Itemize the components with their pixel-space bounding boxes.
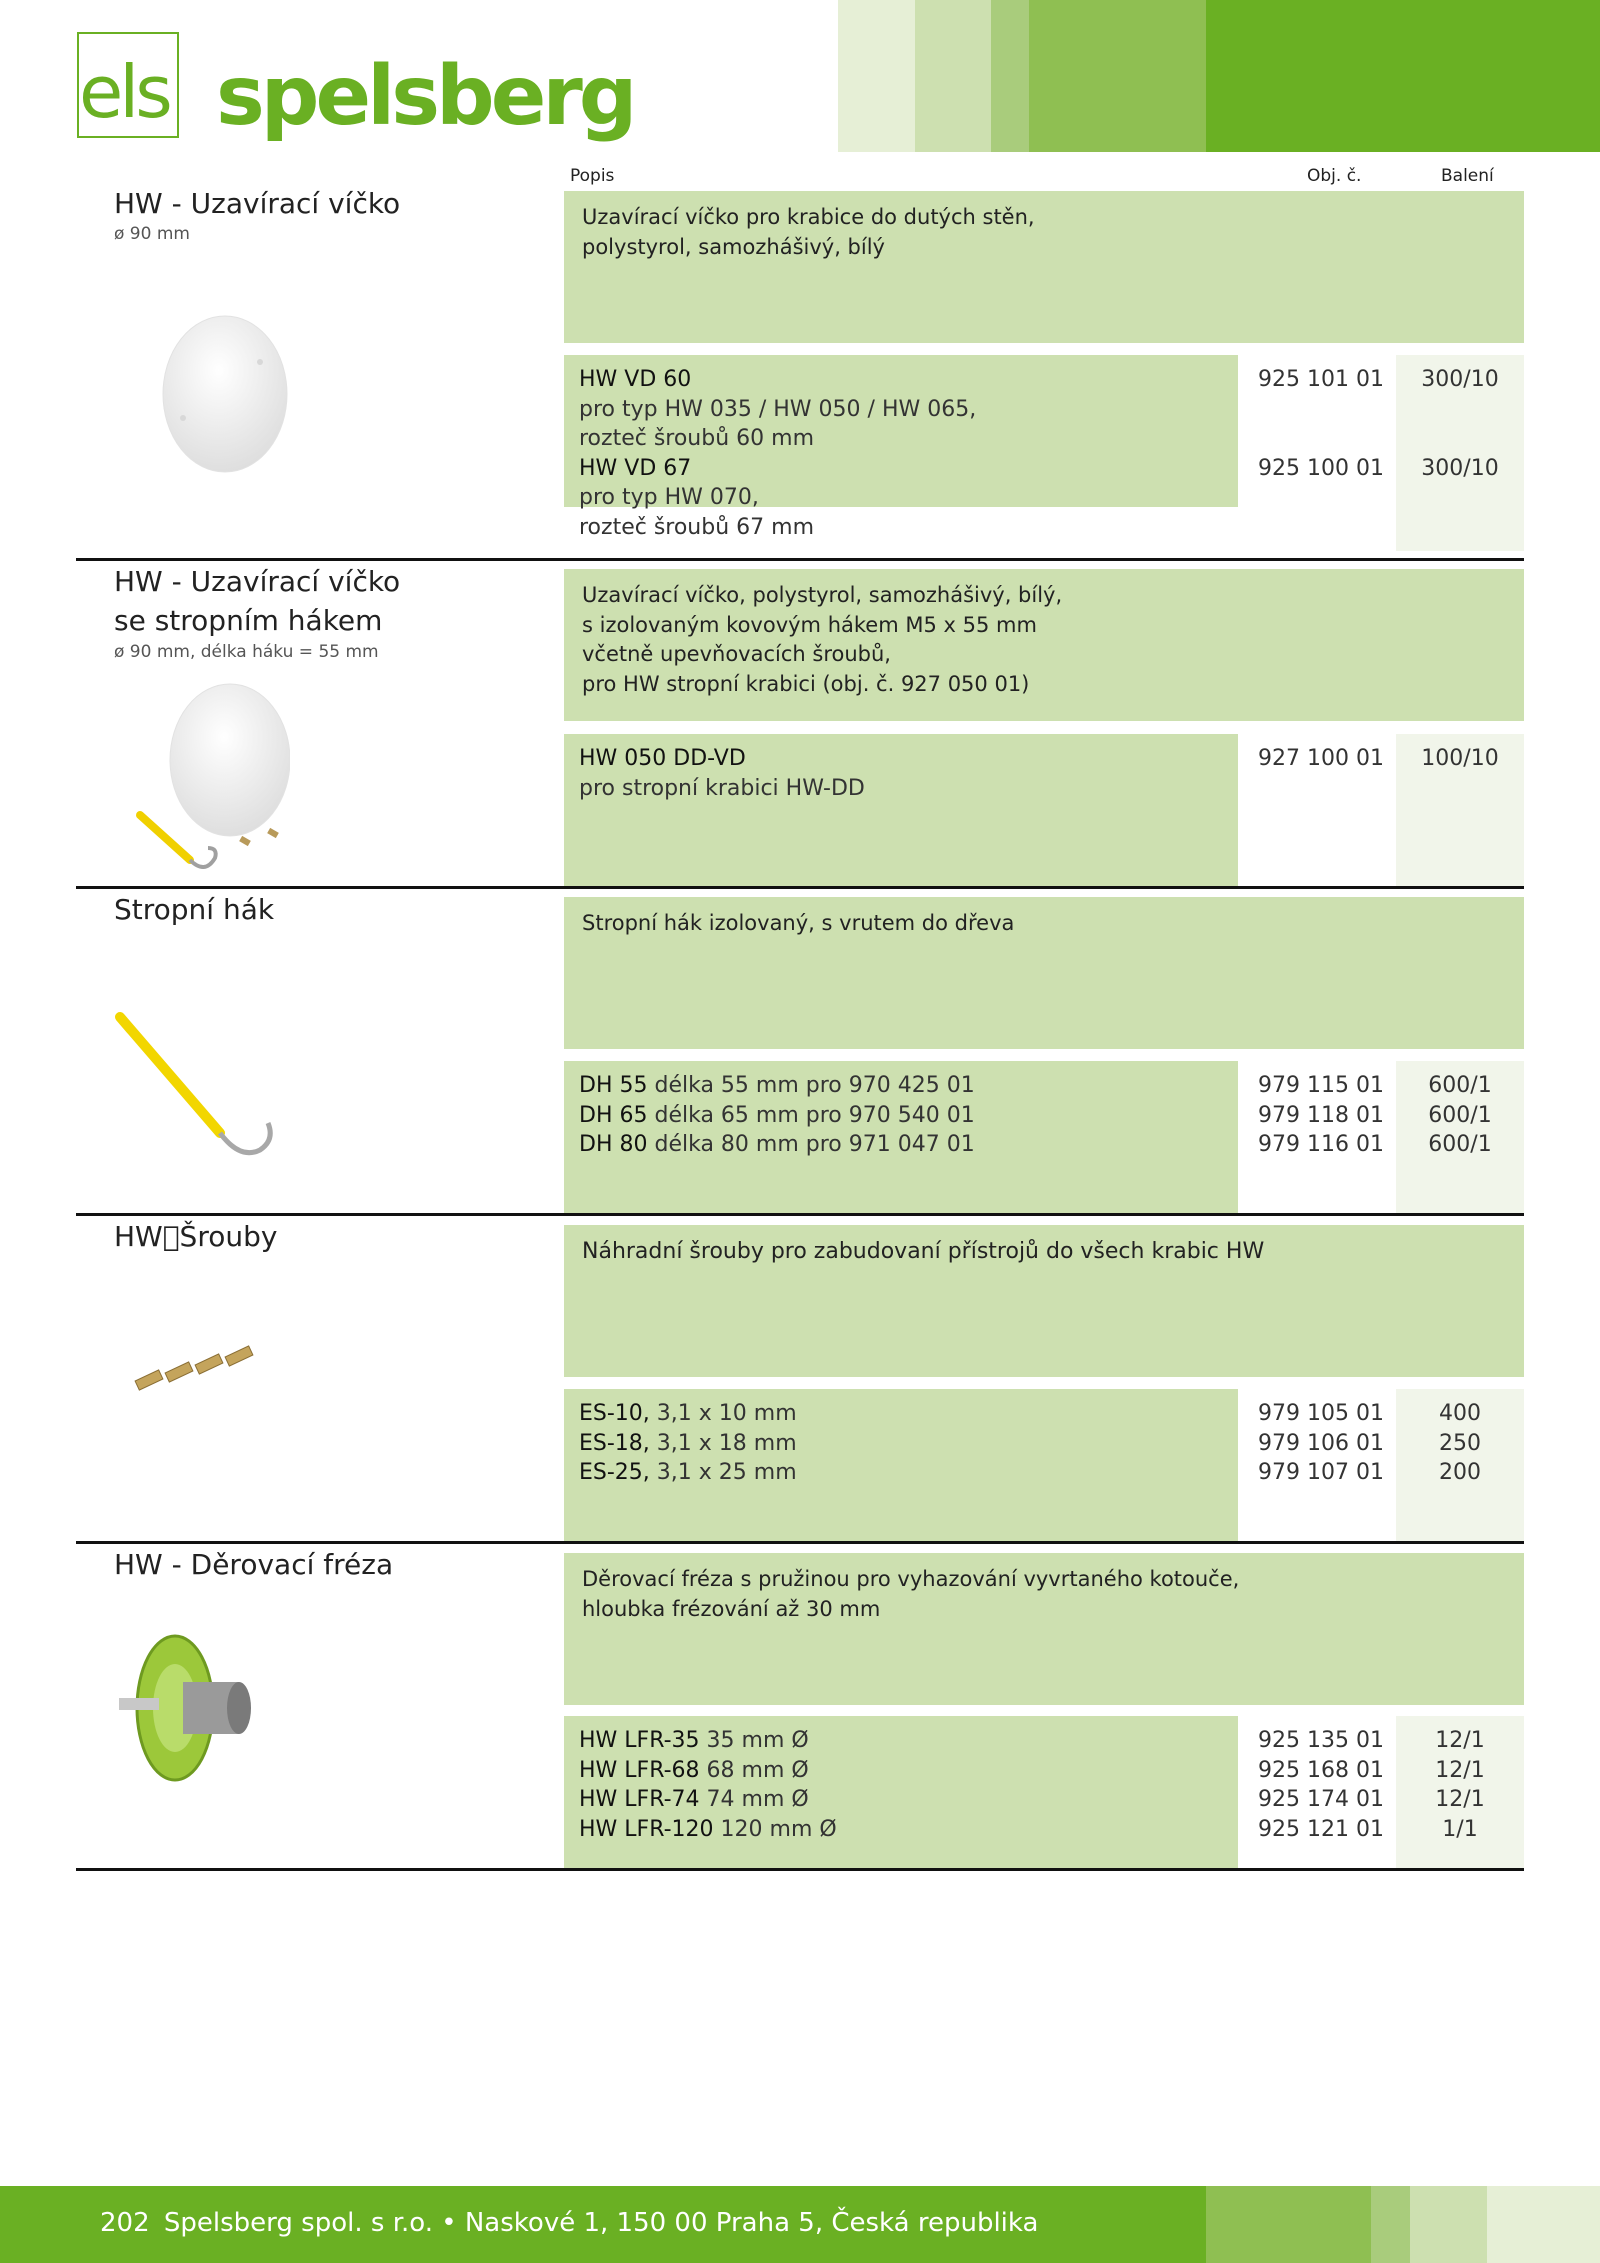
item-line — [579, 1726, 1223, 1756]
item-code: ES-25, — [579, 1460, 650, 1485]
packaging-values — [1396, 1389, 1524, 1488]
hole-saw-image — [115, 1630, 275, 1790]
packaging-value: 600/1 — [1428, 1102, 1492, 1128]
item-code: HW LFR-68 — [579, 1757, 700, 1783]
item-line: rozteč šroubů 60 mm — [579, 426, 814, 451]
item-line — [579, 1071, 1223, 1101]
item-text: délka 65 mm pro 970 540 01 — [647, 1102, 975, 1128]
item-code: HW LFR-74 — [579, 1787, 700, 1812]
packaging-value: 600/1 — [1428, 1073, 1492, 1098]
section-divider — [76, 1213, 1524, 1216]
item-text: 3,1 x 25 mm — [649, 1460, 797, 1485]
order-number: 925 101 01 — [1258, 367, 1384, 392]
order-number: 979 105 01 — [1258, 1401, 1384, 1426]
company-address: Spelsberg spol. s r.o. • Naskové 1, 150 00 Praha 5, Česká republika — [163, 2208, 1039, 2238]
column-header-order-no: Obj. č. — [1307, 166, 1362, 186]
footer-stripe-5 — [1487, 2186, 1600, 2263]
order-number: 925 121 01 — [1258, 1816, 1384, 1842]
items-box — [564, 1716, 1238, 1868]
item-text: délka 80 mm pro 971 047 01 — [647, 1132, 975, 1157]
description-line: Náhradní šrouby pro zabudovaní přístrojů do všech krabic HW — [582, 1239, 1265, 1264]
section-divider — [76, 886, 1524, 889]
order-number: 979 115 01 — [1258, 1073, 1384, 1098]
packaging-value: 12/1 — [1435, 1757, 1485, 1783]
section-divider — [76, 1541, 1524, 1544]
description-line: pro HW stropní krabici (obj. č. 927 050 01) — [582, 671, 1030, 696]
item-code: DH 55 — [579, 1073, 648, 1098]
ceiling-hook-image — [110, 1005, 280, 1170]
items-box — [564, 1389, 1238, 1541]
header-stripe-4 — [1029, 0, 1206, 152]
order-number: 979 118 01 — [1258, 1102, 1384, 1128]
column-header-description: Popis — [570, 166, 615, 186]
packaging-value: 1/1 — [1442, 1816, 1478, 1842]
description-line: Uzavírací víčko, polystyrol, samozhášivý, bílý, — [582, 583, 1063, 607]
item-code: HW VD 67 — [579, 455, 692, 481]
item-line — [579, 454, 1223, 484]
order-number: 927 100 01 — [1258, 746, 1384, 771]
header-stripe-5 — [1206, 0, 1600, 152]
item-line — [579, 1785, 1223, 1815]
column-header-packaging: Balení — [1441, 166, 1494, 186]
description-line: včetně upevňovacích šroubů, — [582, 642, 891, 666]
item-text: délka 55 mm pro 970 425 01 — [647, 1073, 975, 1098]
header-stripe-2 — [915, 0, 991, 152]
section-divider — [76, 1868, 1524, 1871]
packaging-value: 250 — [1439, 1430, 1481, 1456]
item-code: HW VD 60 — [579, 367, 692, 392]
screws-image — [128, 1345, 268, 1415]
item-line: pro typ HW 035 / HW 050 / HW 065, — [579, 396, 977, 422]
footer-stripe-3 — [1371, 2186, 1410, 2263]
packaging-value: 400 — [1439, 1401, 1481, 1426]
packaging-value: 100/10 — [1421, 746, 1499, 771]
section-divider — [76, 558, 1524, 561]
item-code: HW LFR-120 — [579, 1816, 714, 1842]
section-title: HW - Uzavírací víčko — [114, 565, 401, 598]
section-title-line2: se stropním hákem — [114, 604, 383, 637]
packaging-value: 600/1 — [1428, 1132, 1492, 1157]
section-title: HW - Děrovací fréza — [114, 1548, 394, 1581]
packaging-values — [1396, 734, 1524, 774]
description-box — [564, 569, 1524, 721]
item-line — [579, 1101, 1223, 1131]
item-line — [579, 365, 1223, 395]
order-number: 925 168 01 — [1258, 1757, 1384, 1783]
item-line — [579, 744, 1223, 774]
item-code: DH 80 — [579, 1132, 648, 1157]
order-number: 979 107 01 — [1258, 1460, 1384, 1485]
item-line — [579, 1815, 1223, 1845]
item-text: 74 mm Ø — [699, 1787, 809, 1812]
item-line — [579, 1458, 1223, 1488]
section-subtitle: ø 90 mm — [114, 224, 190, 244]
item-code: HW 050 DD-VD — [579, 746, 746, 771]
packaging-value: 12/1 — [1435, 1787, 1485, 1812]
description-line: Uzavírací víčko pro krabice do dutých stěn, — [582, 205, 1035, 229]
items-box — [564, 734, 1238, 886]
packaging-value: 200 — [1439, 1460, 1481, 1485]
packaging-value: 12/1 — [1435, 1728, 1485, 1753]
item-line — [579, 1756, 1223, 1786]
order-number: 979 116 01 — [1258, 1132, 1384, 1157]
item-line — [579, 1399, 1223, 1429]
packaging-value: 300/10 — [1421, 455, 1499, 481]
item-code: DH 65 — [579, 1102, 648, 1128]
order-number: 925 100 01 — [1258, 455, 1384, 481]
section-title: HW - Uzavírací víčko — [114, 187, 401, 220]
item-line: pro typ HW 070, — [579, 485, 759, 510]
packaging-values — [1396, 355, 1524, 483]
section-title: HW Šrouby — [114, 1220, 278, 1253]
cover-lid-hook-image — [130, 680, 290, 880]
packaging-value: 300/10 — [1421, 367, 1499, 392]
logo-spelsberg: spelsberg — [216, 49, 634, 144]
order-numbers — [1238, 1389, 1396, 1488]
item-text: 120 mm Ø — [713, 1816, 837, 1842]
item-code: ES-18, — [579, 1430, 650, 1456]
packaging-values — [1396, 1061, 1524, 1160]
description-line: Stropní hák izolovaný, s vrutem do dřeva — [582, 911, 1015, 935]
description-line: Děrovací fréza s pružinou pro vyhazování vyvrtaného kotouče, — [582, 1567, 1240, 1591]
description-line: s izolovaným kovovým hákem M5 x 55 mm — [582, 612, 1037, 637]
description-box — [564, 897, 1524, 1049]
item-line — [579, 1429, 1223, 1459]
section-title: Stropní hák — [114, 893, 275, 926]
section-subtitle: ø 90 mm, délka háku = 55 mm — [114, 642, 379, 662]
item-text: 35 mm Ø — [699, 1728, 809, 1753]
order-number: 925 135 01 — [1258, 1728, 1384, 1753]
footer-stripe-4 — [1410, 2186, 1487, 2263]
footer-text — [100, 2208, 1038, 2238]
description-line: hloubka frézování až 30 mm — [582, 1596, 881, 1621]
item-text: 68 mm Ø — [699, 1757, 809, 1783]
description-line: polystyrol, samozhášivý, bílý — [582, 234, 885, 259]
header-stripe-1 — [838, 0, 915, 152]
page-number: 202 — [100, 2208, 150, 2238]
order-number: 925 174 01 — [1258, 1787, 1384, 1812]
item-text: 3,1 x 18 mm — [649, 1430, 797, 1456]
footer-stripe-2 — [1206, 2186, 1371, 2263]
item-line: pro stropní krabici HW-DD — [579, 775, 865, 801]
header-stripe-3 — [991, 0, 1029, 152]
description-box — [564, 1553, 1524, 1705]
item-code: HW LFR-35 — [579, 1728, 700, 1753]
cover-lid-image — [158, 312, 293, 477]
item-line — [579, 1130, 1223, 1160]
description-box — [564, 1225, 1524, 1377]
item-line: rozteč šroubů 67 mm — [579, 514, 814, 540]
items-box — [564, 1061, 1238, 1213]
logo-els: els — [79, 50, 169, 134]
item-text: 3,1 x 10 mm — [649, 1401, 797, 1426]
packaging-values — [1396, 1716, 1524, 1844]
order-numbers — [1238, 734, 1396, 774]
item-code: ES-10, — [579, 1401, 650, 1426]
description-box — [564, 191, 1524, 343]
order-numbers — [1238, 1061, 1396, 1160]
order-numbers — [1238, 1716, 1396, 1844]
order-number: 979 106 01 — [1258, 1430, 1384, 1456]
items-box — [564, 355, 1238, 540]
order-numbers — [1238, 355, 1396, 483]
